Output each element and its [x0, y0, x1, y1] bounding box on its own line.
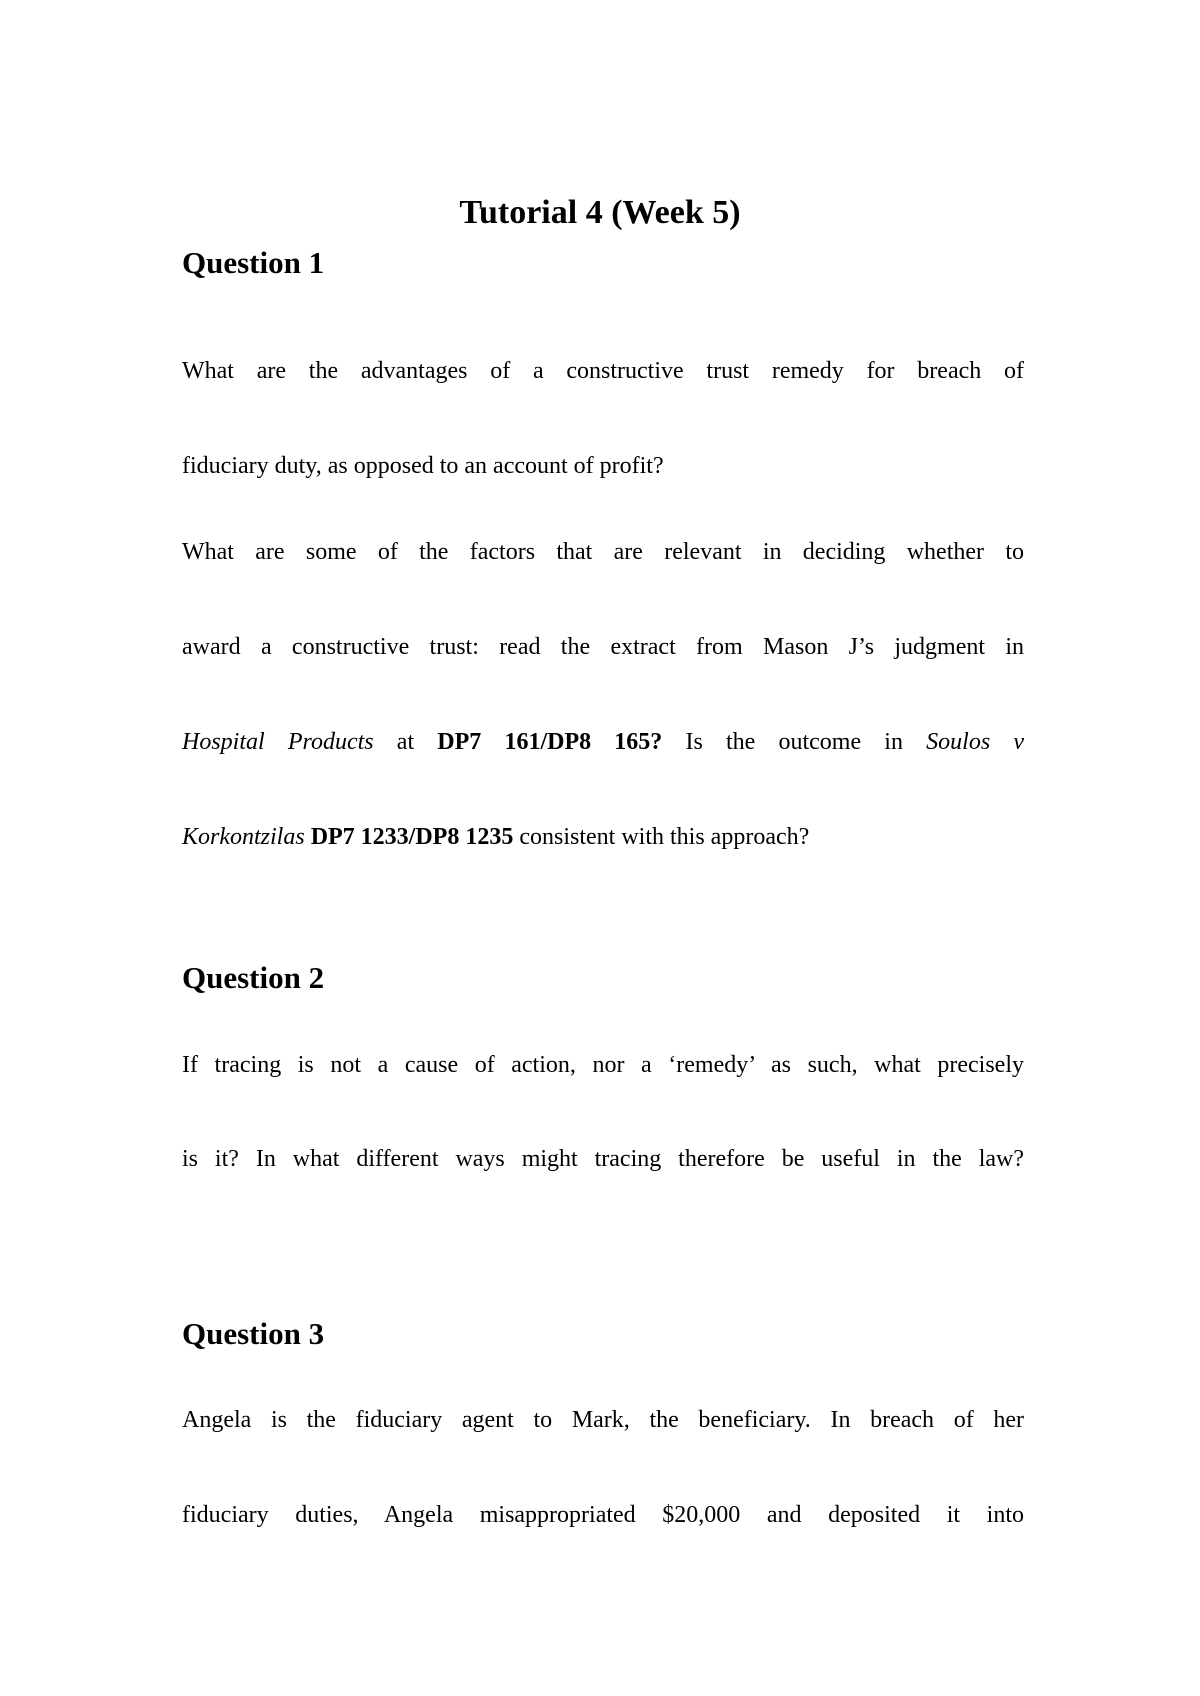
document-title: Tutorial 4 (Week 5): [459, 194, 741, 231]
text-is-the-outcome: Is the outcome in: [662, 729, 927, 755]
question-3-heading: Question 3: [182, 1316, 325, 1351]
case-name-soulos-v: Soulos v: [926, 729, 1024, 755]
question-2-line-2: is it? In what different ways might tracing therefore be useful in the law?: [182, 1146, 1024, 1172]
question-1-line-6: [182, 822, 1024, 852]
case-name-hospital-products: Hospital Products: [182, 729, 374, 755]
question-1-line-4: award a constructive trust: read the extract from Mason J’s judgment in: [182, 634, 1024, 660]
question-1-line-2: fiduciary duty, as opposed to an account of profit?: [182, 453, 664, 479]
text-consistent: consistent with this approach?: [513, 824, 810, 850]
citation-hospital-products: DP7 161/DP8 165?: [437, 729, 663, 755]
question-3-line-1: Angela is the fiduciary agent to Mark, the beneficiary. In breach of her: [182, 1407, 1024, 1433]
question-2-heading: Question 2: [182, 960, 325, 995]
case-name-korkontzilas: Korkontzilas: [182, 824, 305, 850]
question-2-line-1: If tracing is not a cause of action, nor a ‘remedy’ as such, what precisely: [182, 1052, 1024, 1078]
question-1-line-3: What are some of the factors that are relevant in deciding whether to: [182, 539, 1024, 565]
question-1-heading: Question 1: [182, 245, 325, 280]
text-at: at: [373, 729, 438, 755]
question-3-line-2: fiduciary duties, Angela misappropriated $20,000 and deposited it into: [182, 1502, 1024, 1528]
question-1-line-5: [182, 727, 1024, 757]
citation-soulos: DP7 1233/DP8 1235: [304, 824, 514, 850]
question-1-line-1: What are the advantages of a constructive trust remedy for breach of: [182, 358, 1024, 384]
